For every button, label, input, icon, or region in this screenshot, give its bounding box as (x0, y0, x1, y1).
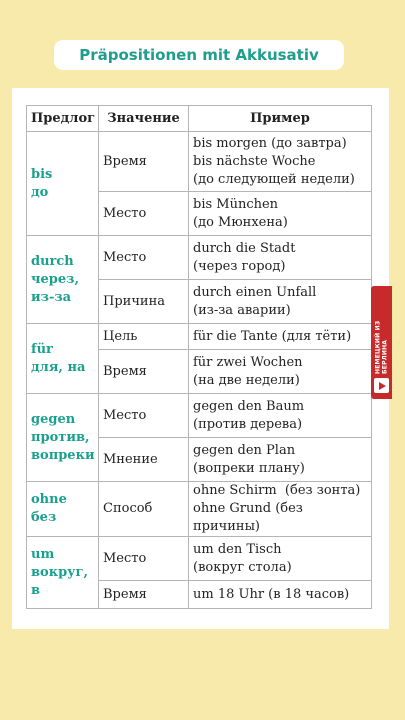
prep-cell (27, 537, 99, 609)
example-line: durch einen Unfall (193, 284, 317, 300)
example-cell (189, 236, 372, 280)
meaning-cell: Цель (99, 324, 189, 350)
channel-name: НЕМЕЦКИЙ ИЗ БЕРЛИНА (374, 320, 389, 374)
prep-word: durch (31, 253, 74, 269)
table-row (27, 236, 372, 280)
example-line: (из-за аварии) (193, 302, 291, 318)
example-cell (189, 192, 372, 236)
example-line: ohne Schirm (без зонта) (193, 483, 361, 498)
example-line: gegen den Baum (193, 398, 305, 414)
prep-word: bis (31, 166, 53, 182)
meaning-cell: Место (99, 236, 189, 280)
prep-word: für (31, 341, 53, 357)
prep-word: gegen (31, 411, 76, 427)
prep-cell (27, 132, 99, 236)
example-line: (до следующей недели) (193, 171, 355, 187)
header-meaning: Значение (99, 106, 189, 132)
example-cell (189, 581, 372, 609)
prep-translation: через, (31, 271, 79, 287)
content-card (12, 88, 389, 629)
meaning-cell: Место (99, 537, 189, 581)
example-cell (189, 394, 372, 438)
table-row (27, 394, 372, 438)
prep-translation: из-за (31, 289, 72, 305)
example-line: ohne Grund (без причины) (193, 501, 303, 534)
prep-translation: до (31, 184, 49, 200)
example-line: für die Tante (для тёти) (193, 328, 352, 344)
example-line: (через город) (193, 258, 286, 274)
example-line: durch die Stadt (193, 240, 296, 256)
meaning-cell: Время (99, 132, 189, 192)
prep-translation: против, (31, 429, 90, 445)
meaning-cell: Место (99, 394, 189, 438)
prep-translation: вопреки (31, 447, 95, 463)
example-line: (против дерева) (193, 416, 303, 432)
header-example: Пример (189, 106, 372, 132)
prep-word: ohne (31, 492, 67, 507)
table-row (27, 537, 372, 581)
example-line: bis nächste Woche (193, 153, 316, 169)
example-cell (189, 280, 372, 324)
prep-word: um (31, 546, 55, 562)
prep-cell (27, 324, 99, 394)
table-row (27, 482, 372, 537)
example-line: um den Tisch (193, 541, 282, 557)
example-cell (189, 324, 372, 350)
example-cell (189, 537, 372, 581)
example-line: (на две недели) (193, 372, 300, 388)
example-cell (189, 350, 372, 394)
channel-tab[interactable] (371, 286, 392, 399)
example-line: (вокруг стола) (193, 559, 292, 575)
example-cell (189, 438, 372, 482)
example-line: bis München (193, 196, 279, 212)
meaning-cell: Мнение (99, 438, 189, 482)
table-row (27, 324, 372, 350)
meaning-cell: Способ (99, 482, 189, 537)
prep-cell (27, 482, 99, 537)
play-icon (374, 378, 389, 393)
table-row (27, 132, 372, 192)
example-line: für zwei Wochen (193, 354, 303, 370)
header-prep: Предлог (27, 106, 99, 132)
page-title: Präpositionen mit Akkusativ (54, 40, 344, 70)
prep-translation: без (31, 510, 57, 525)
meaning-cell: Время (99, 581, 189, 609)
prepositions-table (26, 105, 372, 609)
prep-translation: вокруг, в (31, 564, 88, 598)
prep-translation: для, на (31, 359, 86, 375)
example-line: (до Мюнхена) (193, 214, 288, 230)
meaning-cell: Место (99, 192, 189, 236)
example-line: (вопреки плану) (193, 460, 305, 476)
meaning-cell: Причина (99, 280, 189, 324)
example-line: gegen den Plan (193, 442, 296, 458)
example-cell (189, 132, 372, 192)
prep-cell (27, 236, 99, 324)
meaning-cell: Время (99, 350, 189, 394)
prep-cell (27, 394, 99, 482)
example-cell (189, 482, 372, 537)
example-line: bis morgen (до завтра) (193, 135, 347, 151)
example-line: um 18 Uhr (в 18 часов) (193, 586, 350, 602)
header-row (27, 106, 372, 132)
